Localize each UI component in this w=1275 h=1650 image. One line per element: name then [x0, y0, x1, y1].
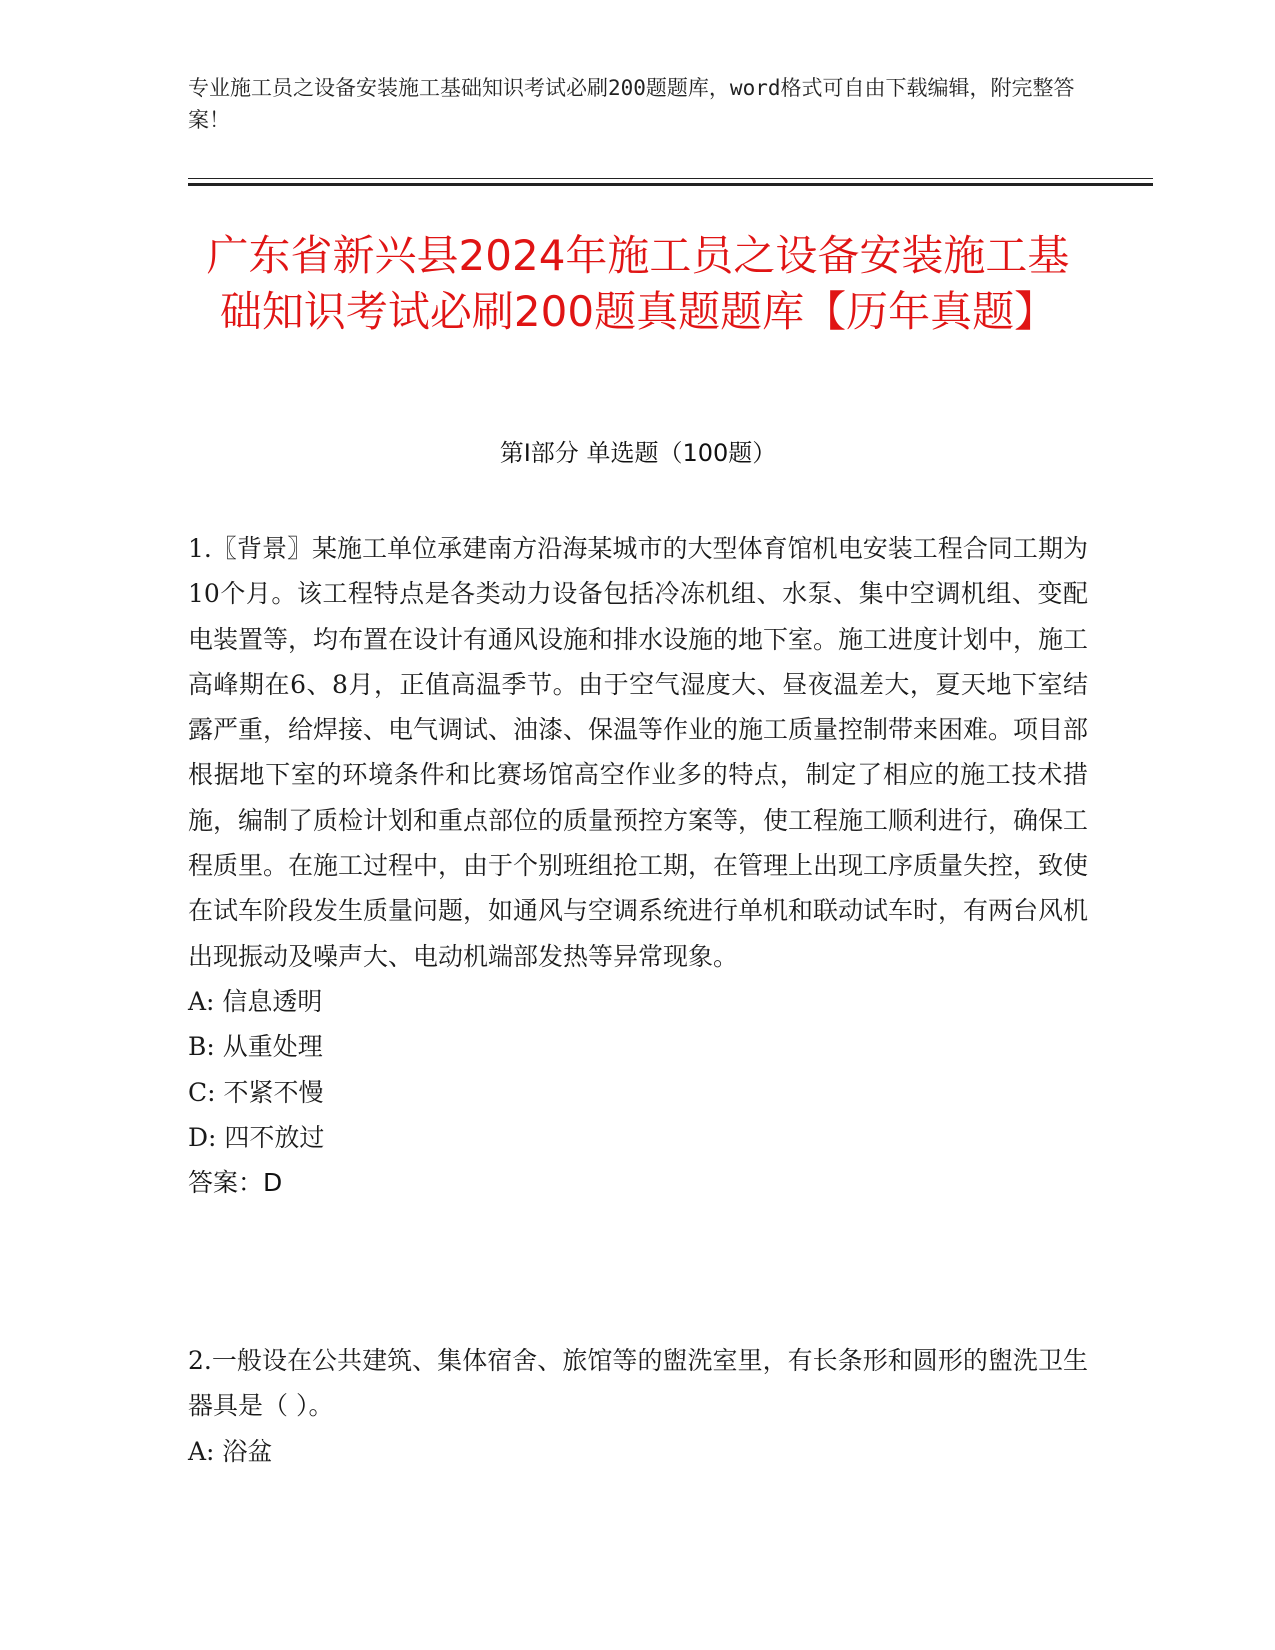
option-c: C: 不紧不慢: [188, 1077, 324, 1107]
question-1: [188, 526, 1088, 1205]
header-note: 专业施工员之设备安装施工基础知识考试必刷200题题库，word格式可自由下载编辑，附完整答案！: [188, 76, 1075, 132]
header-rule-thick: [188, 183, 1153, 186]
question-2: [188, 1338, 1088, 1474]
header-rule-thin: [188, 178, 1153, 179]
option-a: A: 浴盆: [188, 1436, 273, 1466]
answer-line: 答案：D: [188, 1168, 283, 1198]
question-text: 2.一般设在公共建筑、集体宿舍、旅馆等的盥洗室里，有长条形和圆形的盥洗卫生器具是（ ）。: [188, 1346, 1088, 1421]
option-b: B: 从重处理: [188, 1032, 323, 1062]
option-a: A: 信息透明: [188, 986, 323, 1016]
option-d: D: 四不放过: [188, 1122, 325, 1152]
question-text: 1.〖背景〗某施工单位承建南方沿海某城市的大型体育馆机电安装工程合同工期为10个月。该工程特点是各类动力设备包括冷冻机组、水泵、集中空调机组、变配电装置等，均布置在设计有通风设施和排水设施的地下室。施工进度计划中，施工高峰期在6、8月，正值高温季节。由于空气湿度大、昼夜温差大，夏天地下室结露严重，给焊接、电气调试、油漆、保温等作业的施工质量控制带来困难。项目部根据地下室的环境条件和比赛场馆高空作业多的特点，制定了相应的施工技术措施，编制了质检计划和重点部位的质量预控方案等，使工程施工顺利进行，确保工程质里。在施工过程中，由于个别班组抢工期，在管理上出现工序质量失控，致使在试车阶段发生质量问题，如通风与空调系统进行单机和联动试车时，有两台风机出现振动及噪声大、电动机端部发热等异常现象。: [188, 534, 1089, 971]
document-title: 广东省新兴县2024年施工员之设备安装施工基础知识考试必刷200题真题题库【历年真题】: [206, 231, 1070, 336]
section-heading: 第I部分 单选题（100题）: [499, 439, 777, 467]
